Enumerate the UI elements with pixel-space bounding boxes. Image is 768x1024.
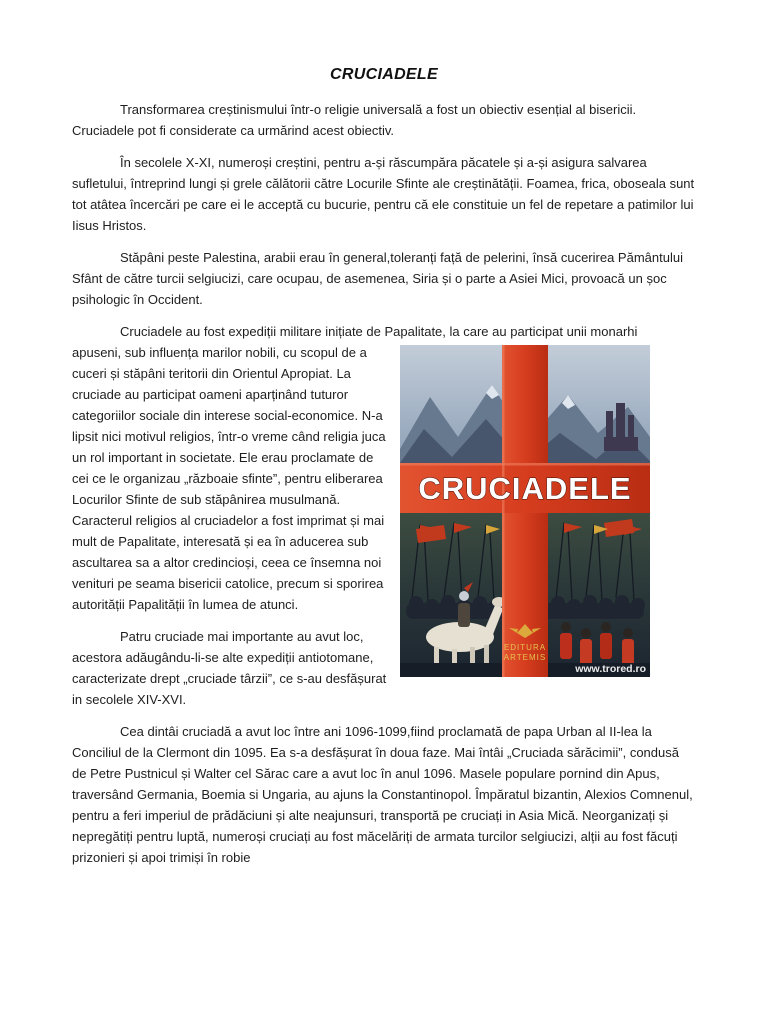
paragraph-four-crusades: Patru cruciade mai importante au avut loc, acestora adăugându-li-se alte expediții antiotomane, caracterizate drept „cruciade târzii”, ce s-au desfășurat in secolele XIV-XVI. (72, 629, 387, 707)
book-cover-art (400, 345, 650, 677)
paragraph-intro: Transformarea creștinismului într-o religie universală a fost un obiectiv esențial al bisericii. Cruciadele pot fi considerate ca urmărind acest obiectiv. (72, 102, 637, 138)
publisher-name-line2: ARTEMIS (503, 653, 547, 662)
paragraph-first-crusade: Cea dintâi cruciadă a avut loc între ani 1096-1099,fiind proclamată de papa Urban al II-lea la Conciliul de la Clermont din 1095. Ea s-a desfășurat în doua faze. Mai întâi „Cruciada sărăcimii”, condusă de Petre Pustnicul și Walter cel Sărac care a avut loc în anul 1096. Masele populare pornind din Apus, traversând Germania, Boemia si Ungaria, au ajuns la Constantinopol. Împăratul bizantin, Alexios Comnenul, pentru a feri imperiul de prădăciuni și alte neajunsuri, transportă pe cruciați in Asia Mică. Neorganizați și nepregătiți pentru luptă, numeroși cruciați au fost măcelăriți de armata turcilor selgiucizi, alții au fost făcuți prizonieri și apoi trimiși în robie (72, 724, 693, 865)
watermark-text: www.trored.ro (575, 663, 646, 675)
cover-title: CRUCIADELE (418, 471, 632, 506)
paragraph-pilgrimages: În secolele X-XI, numeroși creștini, pentru a-și răscumpăra păcatele și a-și asigura salvarea sufletului, întreprind lungi și grele călătorii către Locurile Sfinte ale creștinătății. Foamea, frica, oboseala sunt tot atâtea încercări pe care ei le acceptă cu bucurie, pentru că ele constituie un fel de repetare a patimilor lui Iisus Hristos. (72, 155, 695, 233)
document-title: CRUCIADELE (330, 66, 438, 83)
paragraph-crusades-lead: Cruciadele au fost expediții militare inițiate de Papalitate, la care au participat unii monarhi (120, 324, 638, 339)
paragraph-palestina: Stăpâni peste Palestina, arabii erau în general,toleranți față de pelerini, însă cucerirea Pământului Sfânt de către turcii selgiucizi, care ocupau, de asemenea, Siria și o parte a Asiei Mici, provoacă un șoc psihologic în Occident. (72, 250, 683, 307)
paragraph-crusades-wrap: apuseni, sub influența marilor nobili, cu scopul de a cuceri și stăpâni teritorii din Orientul Apropiat. La cruciade au participat oameni aparținând tuturor categoriilor sociale din interese social-economice. N-a lipsit nici motivul religios, într-o vreme când religia juca un rol important in societate. Ele erau proclamate de cei ce le organizau „războaie sfinte”, pentru eliberarea Locurilor Sfinte de sub stăpânirea musulmană. Caracterul religios al cruciadelor a fost imprimat și mai mult de Papalitate, interesată și ea în aducerea sub ascultarea sa a altor credincioși, ceea ce însemna noi venituri pe seama bisericii catolice, precum si sporirea autorității Papalității în lumea de atunci. (72, 345, 386, 612)
book-cover-image (400, 345, 650, 677)
publisher-name-line1: EDITURA (503, 643, 547, 652)
